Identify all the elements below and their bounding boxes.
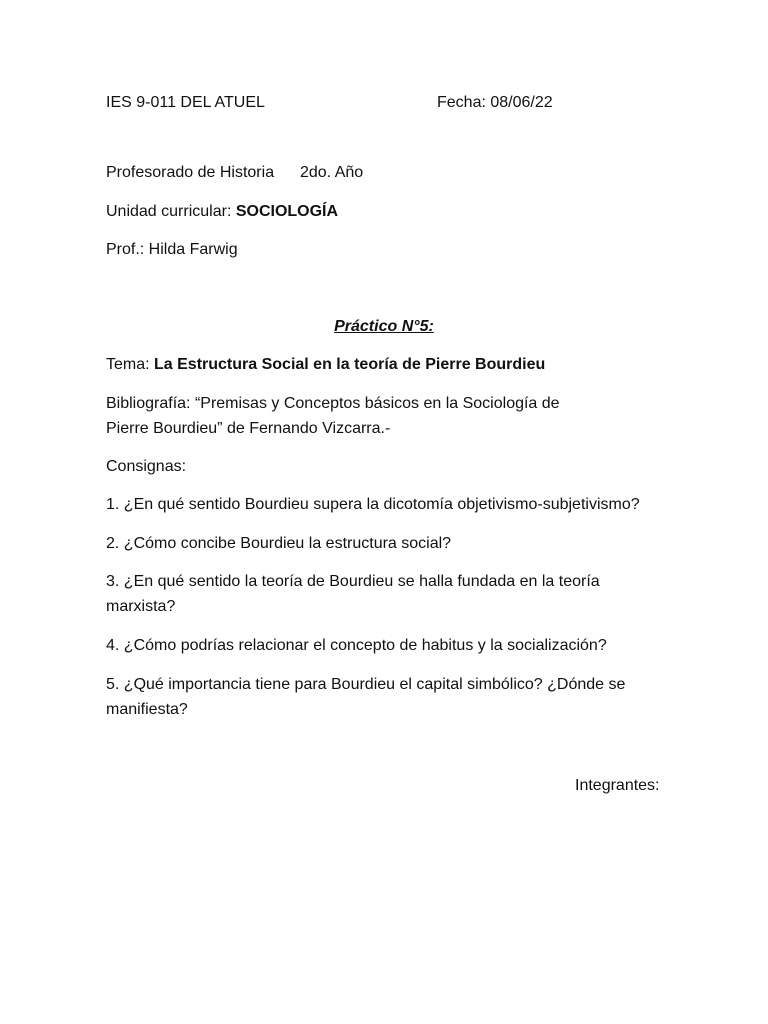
topic-value: La Estructura Social en la teoría de Pierre Bourdieu [154,356,546,373]
document-date: Fecha: 08/06/22 [437,94,553,111]
curricular-unit-label: Unidad curricular: [106,203,236,220]
program-name: Profesorado de Historia [106,164,275,181]
curricular-unit [106,202,338,222]
question-2: 2. ¿Cómo concibe Bourdieu la estructura social? [106,535,452,552]
bibliography: Bibliografía: “Premisas y Conceptos básicos en la Sociología de Pierre Bourdieu” de Fernando Vizcarra.- [106,395,560,437]
professor-name: Prof.: Hilda Farwig [106,241,238,258]
question-1: 1. ¿En qué sentido Bourdieu supera la dicotomía objetivismo-subjetivismo? [106,496,640,513]
course-year: 2do. Año [300,164,364,181]
question-3: 3. ¿En qué sentido la teoría de Bourdieu se halla fundada en la teoría marxista? [106,573,600,615]
instructions-label: Consignas: [106,458,187,475]
practice-title: Práctico N°5: [334,318,434,335]
topic-label: Tema: [106,356,155,373]
members-label: Integrantes: [575,777,660,794]
institution-name: IES 9-011 DEL ATUEL [106,94,265,111]
question-4: 4. ¿Cómo podrías relacionar el concepto de habitus y la socialización? [106,637,607,654]
topic [106,355,545,375]
question-5: 5. ¿Qué importancia tiene para Bourdieu el capital simbólico? ¿Dónde se manifiesta? [106,676,626,718]
curricular-unit-value: SOCIOLOGÍA [235,203,339,220]
